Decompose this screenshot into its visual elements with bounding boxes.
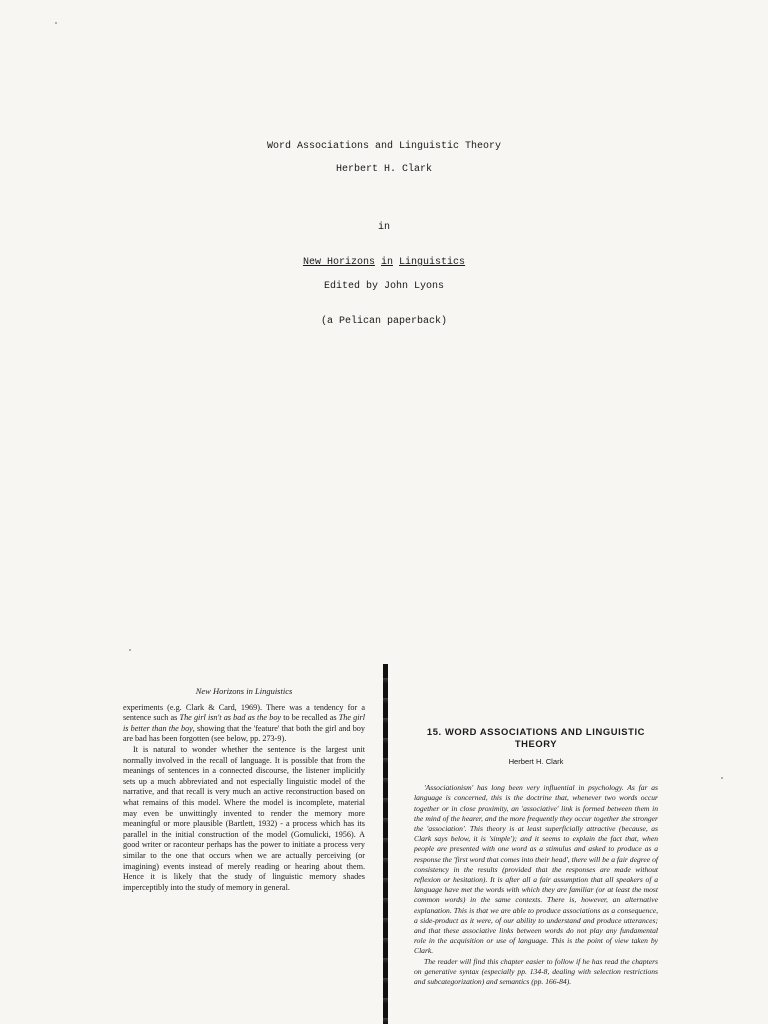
book-gutter-shadow — [383, 664, 388, 1024]
running-head: New Horizons in Linguistics — [195, 686, 293, 696]
chapter-title: 15. WORD ASSOCIATIONS AND LINGUISTIC THEORY — [426, 726, 646, 749]
book-title-word: in — [380, 257, 393, 268]
scan-speck — [129, 649, 131, 651]
example-sentence: The girl is better than the boy — [123, 713, 365, 733]
cover-author: Herbert H. Clark — [335, 164, 432, 175]
scan-speck — [721, 777, 723, 779]
cover-book-title — [0, 257, 768, 268]
chapter-author: Herbert H. Clark — [508, 757, 564, 766]
cover-editor: Edited by John Lyons — [323, 281, 445, 292]
book-title-word: Linguistics — [399, 257, 466, 268]
scan-speck — [55, 22, 57, 24]
left-paragraph-2: It is natural to wonder whether the sentence is the largest unit normally involved in the recall of language. It is possible that from the meanings of sentences in a connected discourse, the listener implicitly sets up a much abbreviated and not especially linguistic model of the narrative, and that recall is very much an active reconstruction based on what remains of this model. Where the model is incomplete, material may even be unwittingly invented to render the memory more meaningful or more plausible (Bartlett, 1932) - a process which has its parallel in the initial construction of the model (Gomulicki, 1956). A good writer or raconteur perhaps has the power to initiate a process very similar to the one that occurs when we are actually perceiving (or imagining) events instead of merely reading or hearing about them. Hence it is likely that the study of linguistic memory shades imperceptibly into the study of memory in general. — [123, 744, 365, 892]
intro-paragraph-1: 'Associationism' has long been very influential in psychology. As far as language is concerned, this is the doctrine that, whenever two words occur together or in close proximity, an 'associative' link is formed between them in the mind of the hearer, and the more frequently they occur together the stronger the 'association'. This theory is at least superficially attractive (because, as Clark says below, it is 'simple'); and it seems to explain the fact that, when people are presented with one word as a stimulus and asked to produce as a response the 'first word that comes into their head', there will be a fair degree of consistency in the results (provided that the responses are made without reflexion or hesitation). It is after all a fair assumption that all speakers of a language have met the words with which they are familiar (or at least the most common words) in the same contexts. There is, however, an alternative explanation. This is that we are able to produce associations as a consequence, a side-product as it were, of our ability to understand and produce utterances; and that these associative links between words do not play any fundamental role in the acquisition or use of language. This is the point of view taken by Clark. — [414, 783, 658, 956]
example-sentence: The girl isn't as bad as the boy — [179, 713, 282, 723]
left-paragraph-1: experiments (e.g. Clark & Card, 1969). There was a tendency for a sentence such as The girl isn't as bad as the boy to be recalled as The girl is better than the boy, showing that the 'feature' that both the girl and boy are bad has been forgotten (see below, pp. 273-9). — [123, 702, 365, 744]
cover-format: (a Pelican paperback) — [320, 316, 448, 327]
book-title-word: New Horizons — [302, 257, 375, 268]
cover-in: in — [377, 222, 390, 233]
cover-title: Word Associations and Linguistic Theory — [266, 141, 502, 152]
right-page — [414, 726, 658, 987]
intro-paragraph-2: The reader will find this chapter easier to follow if he has read the chapters on generative syntax (especially pp. 134-8, dealing with selection restrictions and subcategorization) and semantics (pp. 166-84). — [414, 956, 658, 987]
left-page — [123, 686, 365, 893]
